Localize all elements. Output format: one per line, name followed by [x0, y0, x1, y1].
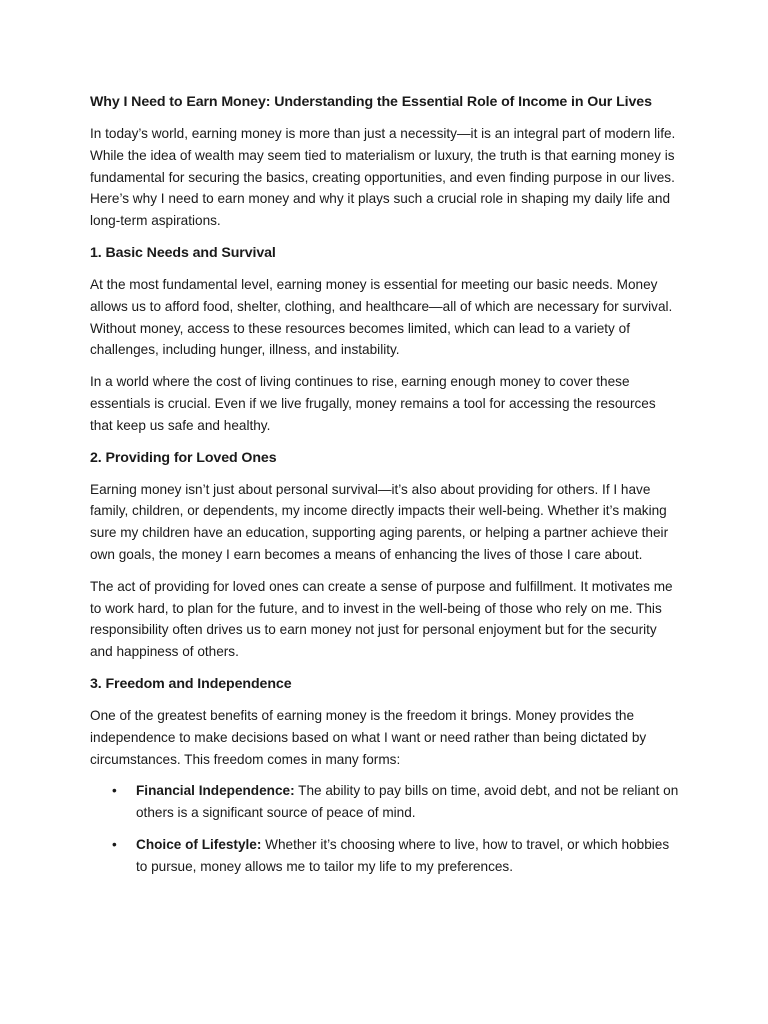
section-heading: 2. Providing for Loved Ones	[90, 449, 277, 466]
document-title: Why I Need to Earn Money: Understanding the Essential Role of Income in Our Lives	[90, 94, 652, 110]
document-page	[90, 91, 680, 888]
body-paragraph: The act of providing for loved ones can create a sense of purpose and fulfillment. It motivates me to work hard, to plan for the future, and to invest in the well-being of those who rely on me. This responsibility often drives us to earn money not just for personal enjoyment but for the security and happiness of others.	[90, 578, 673, 660]
section-providing-for-loved-ones	[90, 447, 680, 663]
bullet-list	[90, 780, 680, 877]
intro-paragraph: In today’s world, earning money is more than just a necessity—it is an integral part of modern life. While the idea of wealth may seem tied to materialism or luxury, the truth is that earning money is fundamental for securing the basics, creating opportunities, and even finding purpose in our lives. Here’s why I need to earn money and why it plays such a crucial role in shaping my daily life and long-term aspirations.	[90, 126, 676, 229]
section-basic-needs	[90, 242, 680, 437]
list-item-term: Financial Independence:	[136, 783, 295, 799]
list-item	[90, 834, 680, 878]
bullet-icon: •	[112, 783, 117, 799]
body-paragraph: Earning money isn’t just about personal survival—it’s also about providing for others. If I have family, children, or dependents, my income directly impacts their well-being. Whether it’s making sure my children have an education, supporting aging parents, or helping a partner achieve their own goals, the money I earn becomes a means of enhancing the lives of those I care about.	[90, 481, 669, 562]
list-item-term: Choice of Lifestyle:	[136, 836, 262, 852]
list-item	[90, 780, 680, 824]
bullet-icon: •	[112, 836, 117, 852]
section-freedom-and-independence	[90, 673, 680, 878]
list-item-text: The ability to pay bills on time, avoid debt, and not be reliant on others is a significant source of peace of mind.	[136, 783, 679, 821]
section-heading: 3. Freedom and Independence	[90, 675, 292, 692]
body-paragraph: At the most fundamental level, earning money is essential for meeting our basic needs. Money allows us to afford food, shelter, clothing, and healthcare—all of which are necessary for survival. Without money, access to these resources becomes limited, which can lead to a variety of challenges, including hunger, illness, and instability.	[90, 276, 673, 358]
body-paragraph: In a world where the cost of living continues to rise, earning enough money to cover these essentials is crucial. Even if we live frugally, money remains a tool for accessing the resources that keep us safe and healthy.	[90, 374, 656, 433]
section-heading: 1. Basic Needs and Survival	[90, 244, 276, 261]
list-item-text: Whether it’s choosing where to live, how to travel, or which hobbies to pursue, money allows me to tailor my life to my preferences.	[136, 836, 670, 874]
body-paragraph: One of the greatest benefits of earning money is the freedom it brings. Money provides the independence to make decisions based on what I want or need rather than being dictated by circumstances. This freedom comes in many forms:	[90, 707, 647, 767]
